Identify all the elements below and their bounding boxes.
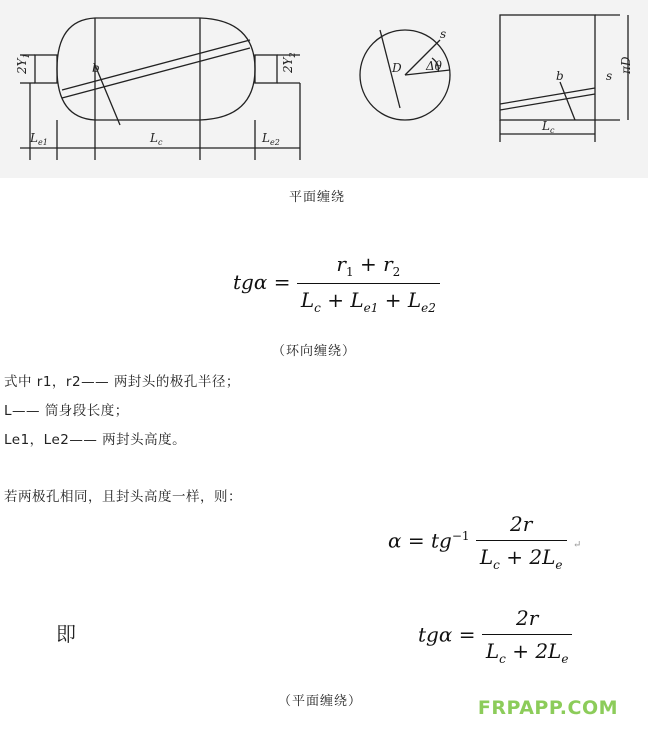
caption-hoop-winding: （环向缠绕）: [272, 344, 357, 359]
condition-text: 若两极孔相同，且封头高度一样，则：: [4, 489, 242, 505]
label-2y2: $2Y_2$: [281, 52, 297, 73]
definition-dome-heights: Le1，Le2—— 两封头高度。: [4, 432, 187, 448]
definition-cylinder-length: L—— 筒身段长度；: [4, 403, 129, 419]
label-b-unrolled: b: [556, 69, 564, 83]
formula2-denominator: $L_c + 2L_e$: [476, 540, 567, 572]
label-delta-theta: Δθ: [426, 59, 442, 73]
label-2y1: $2Y_1$: [15, 53, 31, 74]
formula3-denominator: $L_c + 2L_e$: [482, 634, 573, 666]
caption-plane-winding-bottom: （平面缠绕）: [278, 694, 363, 709]
label-s-circle: s: [440, 27, 447, 41]
label-le1: $L_{e1}$: [30, 131, 48, 147]
formula-tg-alpha: tgα = $\frac{2r}{L_c + 2L_e}$: [418, 606, 572, 666]
label-d: D: [392, 61, 402, 75]
label-pi-d: πD: [619, 56, 633, 74]
formula1-numerator: $r_1 + r_2$: [336, 252, 401, 279]
formula2-fraction: $\frac{2r}{L_c + 2L_e}$: [476, 512, 567, 572]
formula-alpha: $\alpha = tg^{-1}$ $\frac{2r}{L_c + 2L_e}$ ↵: [388, 512, 582, 572]
watermark: FRPAPP.COM: [477, 697, 618, 719]
definition-pole-radii: 式中 r1，r2—— 两封头的极孔半径；: [4, 374, 240, 390]
label-lc-unrolled: $L_c$: [542, 119, 555, 135]
formula1-lhs: tgα: [233, 270, 268, 294]
label-b: b: [92, 61, 100, 75]
formula1-denominator: $L_c + L_{e1} + L_{e2}$: [297, 283, 440, 315]
caption-plane-winding-top: 平面缠绕: [289, 190, 346, 205]
ji-label: 即: [56, 622, 76, 646]
label-lc: $L_c$: [150, 131, 163, 147]
formula1-fraction: [297, 252, 440, 315]
label-le2: $L_{e2}$: [262, 131, 280, 147]
label-s-unrolled: s: [606, 69, 613, 83]
formula3-fraction: $\frac{2r}{L_c + 2L_e}$: [482, 606, 573, 666]
formula-hoop-winding: tgα = $\frac{r_1 + r_2}{L_c + L_{e1} + L_{e2}}$: [233, 252, 440, 315]
winding-diagram: [0, 0, 648, 178]
